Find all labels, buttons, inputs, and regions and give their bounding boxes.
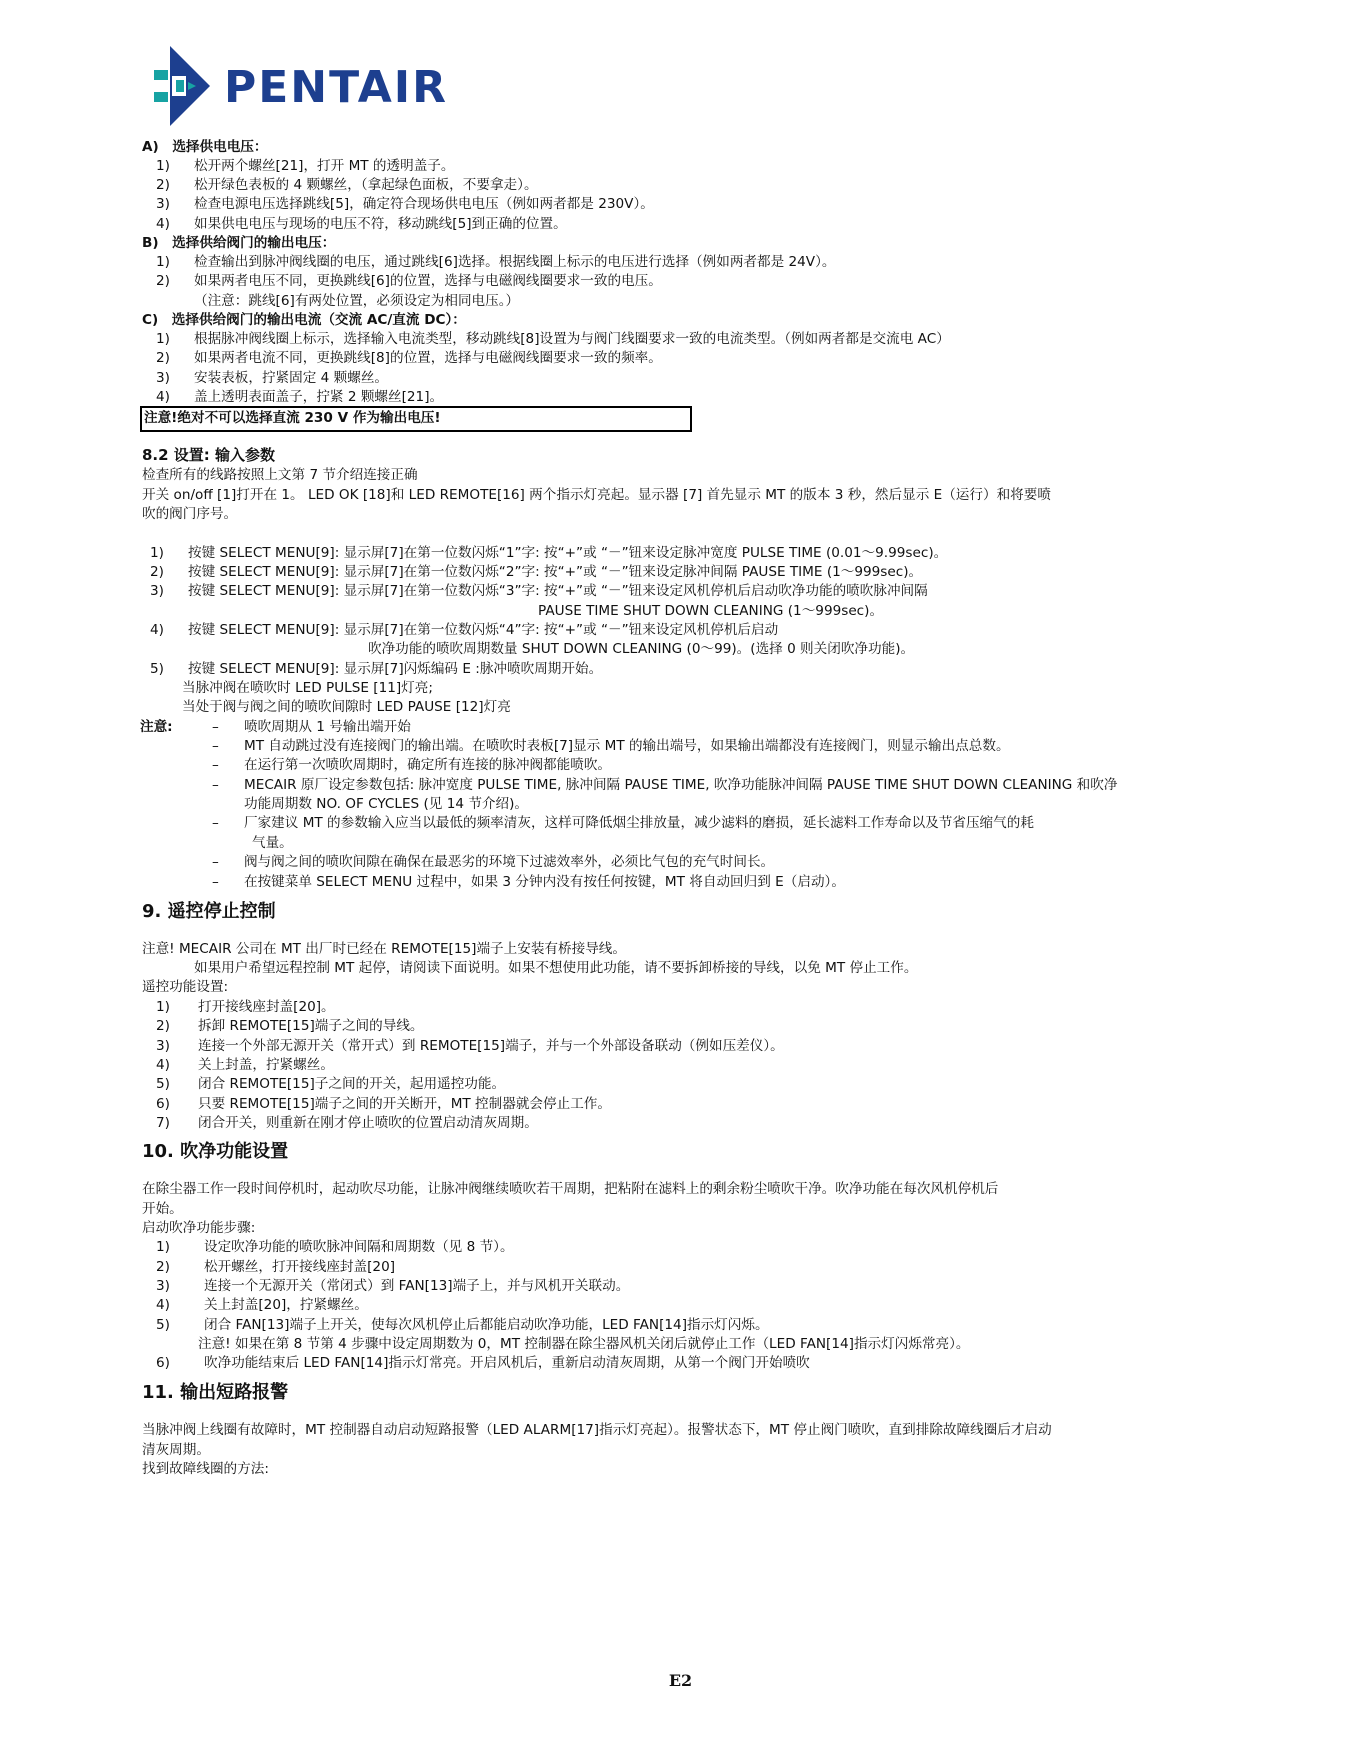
list-item: 7) 闭合开关，则重新在刚才停止喷吹的位置启动清灰周期。 [156, 1115, 538, 1131]
section-a-title: A) 选择供电电压： [142, 139, 268, 155]
list-item: 4) 如果供电电压与现场的电压不符，移动跳线[5]到正确的位置。 [156, 216, 567, 232]
list-item: 5) 闭合 REMOTE[15]子之间的开关，起用遥控功能。 [156, 1076, 506, 1092]
list-item: （注意：跳线[6]有两处位置，必须设定为相同电压。） [194, 293, 520, 309]
note-item: – MT 自动跳过没有连接阀门的输出端。在喷吹时表板[7]显示 MT 的输出端号，如果输出端都没有连接阀门，则显示输出点总数。 [212, 738, 1010, 754]
logo-wordmark: PENTAIR [224, 61, 449, 113]
paragraph: 开始。 [142, 1201, 183, 1217]
list-item-continued: 当处于阀与阀之间的喷吹间隙时 LED PAUSE [12]灯亮 [182, 699, 511, 715]
paragraph: 清灰周期。 [142, 1442, 210, 1458]
list-item: 4) 关上封盖，拧紧螺丝。 [156, 1057, 334, 1073]
section-11-title: 11. 输出短路报警 [142, 1382, 289, 1403]
list-item-continued: 吹净功能的喷吹周期数量 SHUT DOWN CLEANING (0～99)。(选择 0 则关闭吹净功能)。 [368, 641, 915, 657]
list-item-continued: 当脉冲阀在喷吹时 LED PULSE [11]灯亮; [182, 680, 433, 696]
list-item: 3) 安装表板，拧紧固定 4 颗螺丝。 [156, 370, 389, 386]
list-item: 1) 设定吹净功能的喷吹脉冲间隔和周期数（见 8 节）。 [156, 1239, 514, 1255]
list-item: 3) 连接一个无源开关（常闭式）到 FAN[13]端子上，并与风机开关联动。 [156, 1278, 630, 1294]
pentair-logo [150, 46, 448, 126]
paragraph: 找到故障线圈的方法: [142, 1461, 269, 1477]
list-item: 1) 检查输出到脉冲阀线圈的电压，通过跳线[6]选择。根据线圈上标示的电压进行选择（例如两者都是 24V）。 [156, 254, 836, 270]
pentair-logo-icon [150, 46, 220, 126]
list-item: 1) 根据脉冲阀线圈上标示，选择输入电流类型，移动跳线[8]设置为与阀门线圈要求一致的电流类型。（例如两者都是交流电 AC） [156, 331, 950, 347]
paragraph: 遥控功能设置: [142, 979, 229, 995]
list-item: 2) 拆卸 REMOTE[15]端子之间的导线。 [156, 1018, 424, 1034]
section-8-2-title: 8.2 设置: 输入参数 [142, 446, 276, 464]
note-item: – 在按键菜单 SELECT MENU 过程中，如果 3 分钟内没有按任何按键，MT 将自动回归到 E（启动）。 [212, 874, 845, 890]
list-item: 1) 松开两个螺丝[21]，打开 MT 的透明盖子。 [156, 158, 455, 174]
paragraph: 在除尘器工作一段时间停机时，起动吹尽功能，让脉冲阀继续喷吹若干周期，把粘附在滤料上的剩余粉尘喷吹干净。吹净功能在每次风机停机后 [142, 1181, 999, 1197]
note-item: – 在运行第一次喷吹周期时，确定所有连接的脉冲阀都能喷吹。 [212, 757, 612, 773]
note-item: – MECAIR 原厂设定参数包括: 脉冲宽度 PULSE TIME, 脉冲间隔 PAUSE TIME, 吹净功能脉冲间隔 PAUSE TIME SHUT DOWN CLEANING 和吹净 [212, 777, 1118, 793]
list-item: 4) 按键 SELECT MENU[9]: 显示屏[7]在第一位数闪烁“4”字: 按“+”或 “－”钮来设定风机停机后启动 [150, 622, 779, 638]
note-item: – 阀与阀之间的喷吹间隙在确保在最恶劣的环境下过滤效率外，必须比气包的充气时间长。 [212, 854, 775, 870]
list-item: 4) 盖上透明表面盖子，拧紧 2 颗螺丝[21]。 [156, 389, 444, 405]
list-item: 2) 按键 SELECT MENU[9]: 显示屏[7]在第一位数闪烁“2”字: 按“+”或 “－”钮来设定脉冲间隔 PAUSE TIME (1～999sec)。 [150, 564, 923, 580]
paragraph: 如果用户希望远程控制 MT 起停，请阅读下面说明。如果不想使用此功能，请不要拆卸桥接的导线，以免 MT 停止工作。 [194, 960, 918, 976]
section-c-title: C) 选择供给阀门的输出电流（交流 AC/直流 DC）： [142, 312, 466, 328]
paragraph: 吹的阀门序号。 [142, 506, 238, 522]
note-label: 注意: [140, 719, 173, 735]
warning-text: 注意!绝对不可以选择直流 230 V 作为输出电压! [144, 410, 441, 426]
note-item-continued: 功能周期数 NO. OF CYCLES (见 14 节介绍)。 [244, 796, 529, 812]
list-item: 2) 如果两者电压不同，更换跳线[6]的位置，选择与电磁阀线圈要求一致的电压。 [156, 273, 662, 289]
list-item: 4) 关上封盖[20]，拧紧螺丝。 [156, 1297, 368, 1313]
list-item-continued: PAUSE TIME SHUT DOWN CLEANING (1～999sec)。 [538, 603, 884, 619]
list-item: 2) 如果两者电流不同，更换跳线[8]的位置，选择与电磁阀线圈要求一致的频率。 [156, 350, 662, 366]
list-item: 2) 松开绿色表板的 4 颗螺丝，（拿起绿色面板，不要拿走）。 [156, 177, 538, 193]
page-number: E2 [668, 1671, 693, 1690]
paragraph: 检查所有的线路按照上文第 7 节介绍连接正确 [142, 467, 418, 483]
list-item: 1) 按键 SELECT MENU[9]: 显示屏[7]在第一位数闪烁“1”字: 按“+”或 “－”钮来设定脉冲宽度 PULSE TIME (0.01～9.99sec)。 [150, 545, 948, 561]
section-9-title: 9. 遥控停止控制 [142, 901, 276, 922]
paragraph: 启动吹净功能步骤: [142, 1220, 256, 1236]
list-item: 6) 吹净功能结束后 LED FAN[14]指示灯常亮。开启风机后，重新启动清灰周期，从第一个阀门开始喷吹 [156, 1355, 810, 1371]
note-item: – 厂家建议 MT 的参数输入应当以最低的频率清灰，这样可降低烟尘排放量，减少滤料的磨损，延长滤料工作寿命以及节省压缩气的耗 [212, 815, 1034, 831]
list-item-note: 注意! 如果在第 8 节第 4 步骤中设定周期数为 0，MT 控制器在除尘器风机关闭后就停止工作（LED FAN[14]指示灯闪烁常亮）。 [198, 1336, 970, 1352]
note-item: – 喷吹周期从 1 号输出端开始 [212, 719, 411, 735]
list-item: 2) 松开螺丝，打开接线座封盖[20] [156, 1259, 396, 1275]
paragraph: 开关 on/off [1]打开在 1。 LED OK [18]和 LED REMOTE[16] 两个指示灯亮起。显示器 [7] 首先显示 MT 的版本 3 秒，然后显示 E（运行）和将要喷 [142, 487, 1051, 503]
paragraph: 注意! MECAIR 公司在 MT 出厂时已经在 REMOTE[15]端子上安装有桥接导线。 [142, 941, 626, 957]
paragraph: 当脉冲阀上线圈有故障时，MT 控制器自动启动短路报警（LED ALARM[17]指示灯亮起）。报警状态下，MT 停止阀门喷吹，直到排除故障线圈后才启动 [142, 1422, 1052, 1438]
list-item: 3) 按键 SELECT MENU[9]: 显示屏[7]在第一位数闪烁“3”字: 按“+”或 “－”钮来设定风机停机后启动吹净功能的喷吹脉冲间隔 [150, 583, 928, 599]
list-item: 3) 连接一个外部无源开关（常开式）到 REMOTE[15]端子，并与一个外部设备联动（例如压差仪）。 [156, 1038, 784, 1054]
list-item: 1) 打开接线座封盖[20]。 [156, 999, 335, 1015]
section-b-title: B) 选择供给阀门的输出电压： [142, 235, 336, 251]
list-item: 6) 只要 REMOTE[15]端子之间的开关断开，MT 控制器就会停止工作。 [156, 1096, 611, 1112]
list-item: 3) 检查电源电压选择跳线[5]，确定符合现场供电电压（例如两者都是 230V）。 [156, 196, 654, 212]
list-item: 5) 按键 SELECT MENU[9]: 显示屏[7]闪烁编码 E :脉冲喷吹周期开始。 [150, 661, 603, 677]
list-item: 5) 闭合 FAN[13]端子上开关，使每次风机停止后都能启动吹净功能，LED FAN[14]指示灯闪烁。 [156, 1317, 769, 1333]
section-10-title: 10. 吹净功能设置 [142, 1141, 289, 1162]
note-item-continued: 气量。 [252, 835, 293, 851]
